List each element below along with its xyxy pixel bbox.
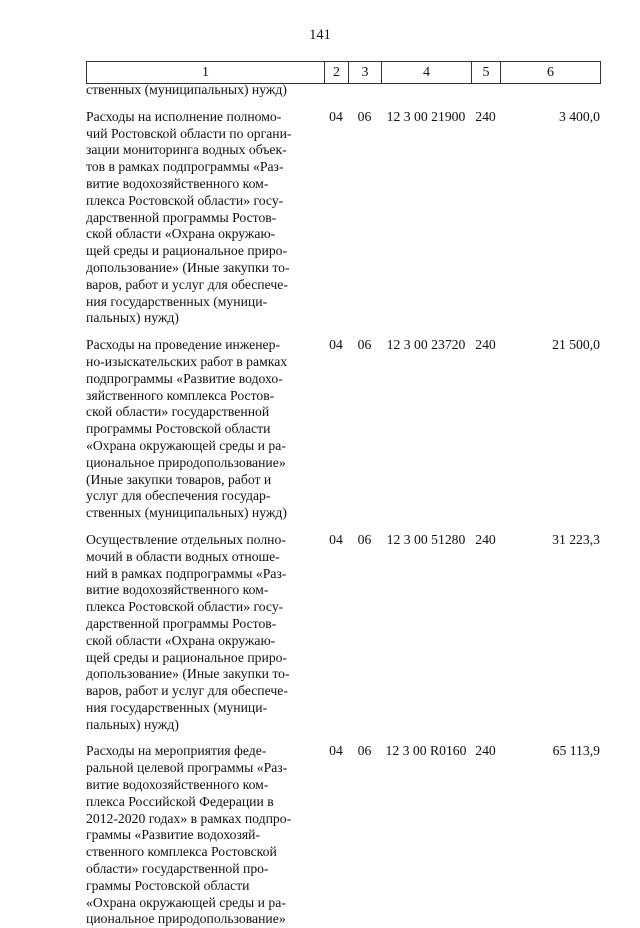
description-line: ственных (муниципальных) нужд) <box>86 82 287 97</box>
description-line: циональное природопользование» <box>86 454 286 470</box>
budget-table-body <box>86 82 600 928</box>
description-line: граммы «Развитие водохозяй- <box>86 827 261 843</box>
description-line: ния государственных (муници- <box>86 293 268 309</box>
expense-type-code: 240 <box>475 337 496 353</box>
column-header-2: 2 <box>325 62 349 84</box>
column-header-1: 1 <box>87 62 325 84</box>
description-line: варов, работ и услуг для обеспече- <box>86 683 288 699</box>
description-line: чий Ростовской области по органи- <box>86 125 292 141</box>
target-article-code: 12 3 00 21900 <box>386 108 466 124</box>
page-number: 141 <box>309 27 331 43</box>
column-header-row <box>87 62 601 84</box>
target-article-code: 12 3 00 51280 <box>386 531 466 547</box>
column-header-3: 3 <box>349 62 382 84</box>
column-header-table <box>86 61 601 84</box>
amount-value: 3 400,0 <box>558 108 600 124</box>
description-line: граммы Ростовской области <box>86 877 250 893</box>
row-description <box>86 327 324 522</box>
description-line: ственных (муниципальных) нужд) <box>86 505 287 521</box>
description-line: услуг для обеспечения государ- <box>86 488 271 504</box>
description-line: (Иные закупки товаров, работ и <box>86 471 272 487</box>
description-line: области» государственной про- <box>86 861 269 877</box>
description-line: щей среды и рациональное приро- <box>86 243 288 259</box>
target-article-code: 12 3 00 R0160 <box>385 743 467 759</box>
description-line: ний в рамках подпрограммы «Раз- <box>86 565 287 581</box>
description-line: ральной целевой программы «Раз- <box>86 760 288 776</box>
subsection-code: 06 <box>357 337 372 353</box>
subsection-code: 06 <box>357 531 372 547</box>
description-line: 2012-2020 годах» в рамках подпро- <box>86 810 292 826</box>
description-line: дарственной программы Ростов- <box>86 209 277 225</box>
table-row <box>86 522 600 734</box>
description-line: программы Ростовской области <box>86 421 271 437</box>
description-line: пальных) нужд) <box>86 716 179 732</box>
row-description <box>86 99 324 327</box>
table-row <box>86 733 600 928</box>
expense-type-code: 240 <box>475 531 496 547</box>
description-line: плекса Ростовской области» госу- <box>86 192 284 208</box>
description-line: Расходы на исполнение полномо- <box>86 108 282 124</box>
expense-type-code: 240 <box>475 743 496 759</box>
description-line: пальных) нужд) <box>86 310 179 326</box>
description-line: зяйственного комплекса Ростов- <box>86 387 275 403</box>
description-line: но-изыскательских работ в рамках <box>86 353 288 369</box>
subsection-code: 06 <box>357 743 372 759</box>
description-line: «Охрана окружающей среды и ра- <box>86 437 286 453</box>
description-line: подпрограммы «Развитие водохо- <box>86 370 283 386</box>
description-line: витие водохозяйственного ком- <box>86 777 269 793</box>
subsection-code: 06 <box>357 108 372 124</box>
description-line: щей среды и рациональное приро- <box>86 649 288 665</box>
description-line: Осуществление отдельных полно- <box>86 531 286 547</box>
subsection-code <box>348 82 381 99</box>
expense-type-code <box>471 82 500 99</box>
description-line: дарственной программы Ростов- <box>86 615 277 631</box>
section-code: 04 <box>329 531 343 547</box>
row-description <box>86 733 324 928</box>
column-header-5: 5 <box>472 62 501 84</box>
amount-value: 31 223,3 <box>552 531 600 547</box>
target-article-code <box>381 82 471 99</box>
description-line: витие водохозяйственного ком- <box>86 175 269 191</box>
description-line: ской области «Охрана окружаю- <box>86 632 276 648</box>
section-code: 04 <box>329 108 343 124</box>
description-line: допользование» (Иные закупки то- <box>86 259 290 275</box>
description-line: ственного комплекса Ростовской <box>86 844 277 860</box>
description-line: циональное природопользование» <box>86 911 286 927</box>
description-line: «Охрана окружающей среды и ра- <box>86 894 286 910</box>
description-line: допользование» (Иные закупки то- <box>86 666 290 682</box>
description-line: варов, работ и услуг для обеспече- <box>86 276 288 292</box>
description-line: витие водохозяйственного ком- <box>86 582 269 598</box>
description-line: ния государственных (муници- <box>86 699 268 715</box>
description-line: ской области «Охрана окружаю- <box>86 226 276 242</box>
description-line: плекса Ростовской области» госу- <box>86 599 284 615</box>
table-row <box>86 82 600 99</box>
description-line: тов в рамках подпрограммы «Раз- <box>86 159 284 175</box>
section-code: 04 <box>329 337 343 353</box>
column-header-4: 4 <box>382 62 472 84</box>
row-description <box>86 82 324 99</box>
amount-value <box>500 82 600 99</box>
description-line: ской области» государственной <box>86 404 270 420</box>
description-line: зации мониторинга водных объек- <box>86 142 287 158</box>
table-row <box>86 99 600 327</box>
amount-value: 65 113,9 <box>552 743 600 759</box>
target-article-code: 12 3 00 23720 <box>386 337 466 353</box>
budget-table <box>86 82 600 928</box>
row-description <box>86 522 324 734</box>
expense-type-code: 240 <box>475 108 496 124</box>
table-row <box>86 327 600 522</box>
description-line: Расходы на мероприятия феде- <box>86 743 267 759</box>
description-line: Расходы на проведение инженер- <box>86 337 281 353</box>
column-header-6: 6 <box>501 62 601 84</box>
amount-value: 21 500,0 <box>552 337 600 353</box>
section-code: 04 <box>329 743 343 759</box>
description-line: плекса Российской Федерации в <box>86 793 274 809</box>
section-code <box>324 82 348 99</box>
description-line: мочий в области водных отноше- <box>86 548 280 564</box>
